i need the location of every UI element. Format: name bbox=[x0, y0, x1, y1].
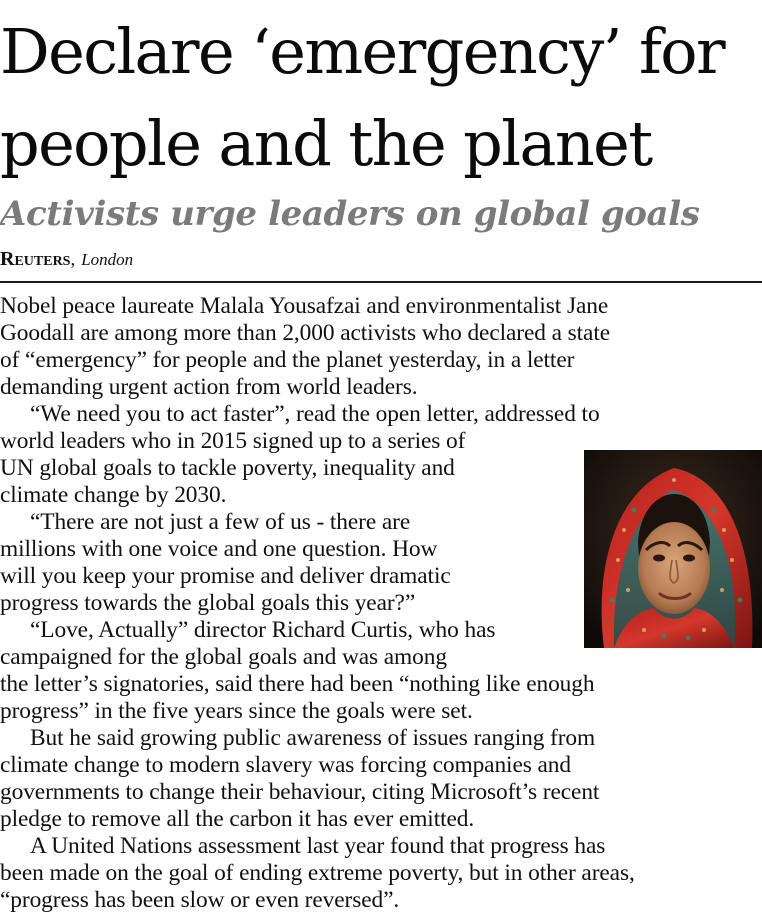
body-line: Goodall are among more than 2,000 activists who declared a state bbox=[0, 320, 611, 346]
body-line: A United Nations assessment last year found that progress has bbox=[30, 833, 606, 859]
portrait-photo bbox=[584, 450, 762, 648]
body-line: “We need you to act faster”, read the open letter, addressed to bbox=[30, 401, 600, 427]
body-line: progress” in the five years since the goals were set. bbox=[0, 698, 473, 724]
body-line: “progress has been slow or even reversed”. bbox=[0, 887, 400, 913]
body-line: campaigned for the global goals and was among bbox=[0, 644, 447, 670]
body-line: climate change to modern slavery was forcing companies and bbox=[0, 752, 571, 778]
subheadline: Activists urge leaders on global goals bbox=[0, 194, 700, 234]
body-line: been made on the goal of ending extreme poverty, but in other areas, bbox=[0, 860, 635, 886]
body-line: “There are not just a few of us - there are bbox=[30, 509, 411, 535]
body-line: UN global goals to tackle poverty, inequality and bbox=[0, 455, 455, 481]
body-line: But he said growing public awareness of issues ranging from bbox=[30, 725, 596, 751]
body-line: pledge to remove all the carbon it has ever emitted. bbox=[0, 806, 475, 832]
body-line: will you keep your promise and deliver dramatic bbox=[0, 563, 451, 589]
body-line: millions with one voice and one question. How bbox=[0, 536, 438, 562]
headline bbox=[0, 6, 762, 190]
byline bbox=[0, 246, 133, 273]
body-line: Nobel peace laureate Malala Yousafzai and environmentalist Jane bbox=[0, 293, 609, 319]
headline-line-1: Declare ‘emergency’ for bbox=[0, 15, 725, 88]
divider-rule bbox=[0, 281, 762, 283]
body-line: the letter’s signatories, said there had been “nothing like enough bbox=[0, 671, 595, 697]
headline-line-2: people and the planet bbox=[0, 107, 652, 180]
body-line: climate change by 2030. bbox=[0, 482, 227, 508]
body-line: “Love, Actually” director Richard Curtis, who has bbox=[30, 617, 496, 643]
body-line: demanding urgent action from world leaders. bbox=[0, 374, 418, 400]
body-line: world leaders who in 2015 signed up to a series of bbox=[0, 428, 466, 454]
body-line: governments to change their behaviour, citing Microsoft’s recent bbox=[0, 779, 600, 805]
byline-agency: Reuters bbox=[0, 248, 71, 270]
body-line: of “emergency” for people and the planet yesterday, in a letter bbox=[0, 347, 575, 373]
byline-location: London bbox=[81, 250, 134, 269]
byline-separator: , bbox=[70, 249, 76, 270]
body-line: progress towards the global goals this year?” bbox=[0, 590, 416, 616]
